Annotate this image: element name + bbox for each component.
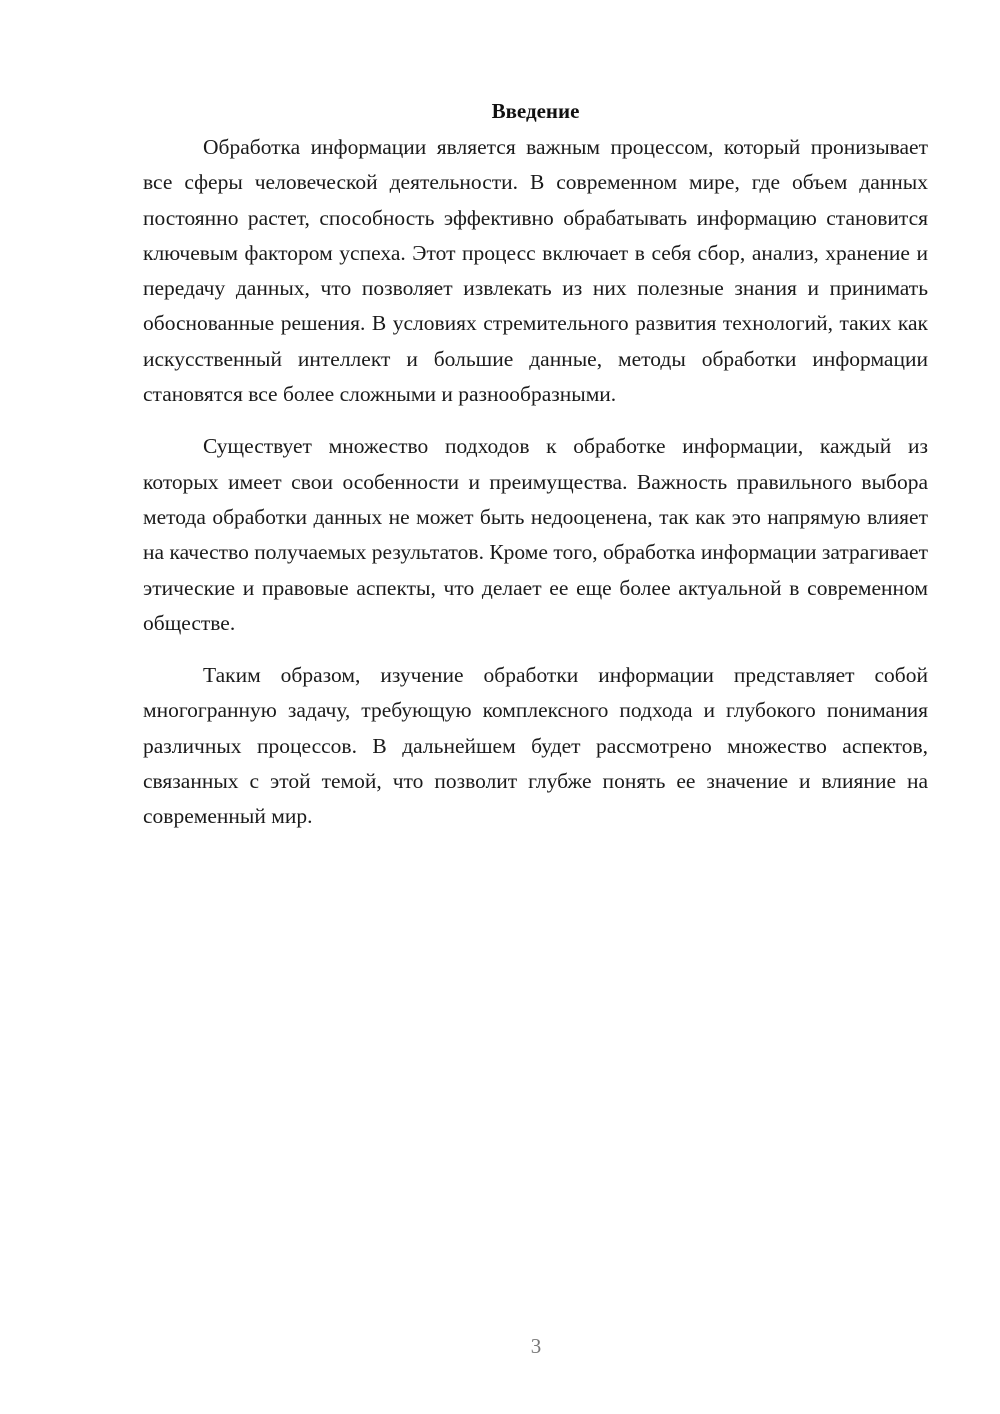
paragraph-3: Таким образом, изучение обработки информации представляет собой многогранную задачу, требующую комплексного подхода и глубокого понимания различных процессов. В дальнейшем будет рассмотрено множество аспектов, связанных с этой темой, что позволит глубже понять ее значение и влияние на современный мир. (143, 663, 928, 829)
section-heading: Введение (491, 99, 580, 123)
paragraph-1: Обработка информации является важным процессом, который пронизывает все сферы человеческой деятельности. В современном мире, где объем данных постоянно растет, способность эффективно обрабатывать информацию становится ключевым фактором успеха. Этот процесс включает в себя сбор, анализ, хранение и передачу данных, что позволяет извлекать из них полезные знания и принимать обоснованные решения. В условиях стремительного развития технологий, таких как искусственный интеллект и большие данные, методы обработки информации становятся все более сложными и разнообразными. (143, 135, 928, 407)
page-number: 3 (530, 1334, 542, 1358)
paragraph-2: Существует множество подходов к обработке информации, каждый из которых имеет свои особенности и преимущества. Важность правильного выбора метода обработки данных не может быть недооценена, так как это напрямую влияет на качество получаемых результатов. Кроме того, обработка информации затрагивает этические и правовые аспекты, что делает ее еще более актуальной в современном обществе. (143, 434, 928, 635)
page-content (143, 96, 928, 852)
